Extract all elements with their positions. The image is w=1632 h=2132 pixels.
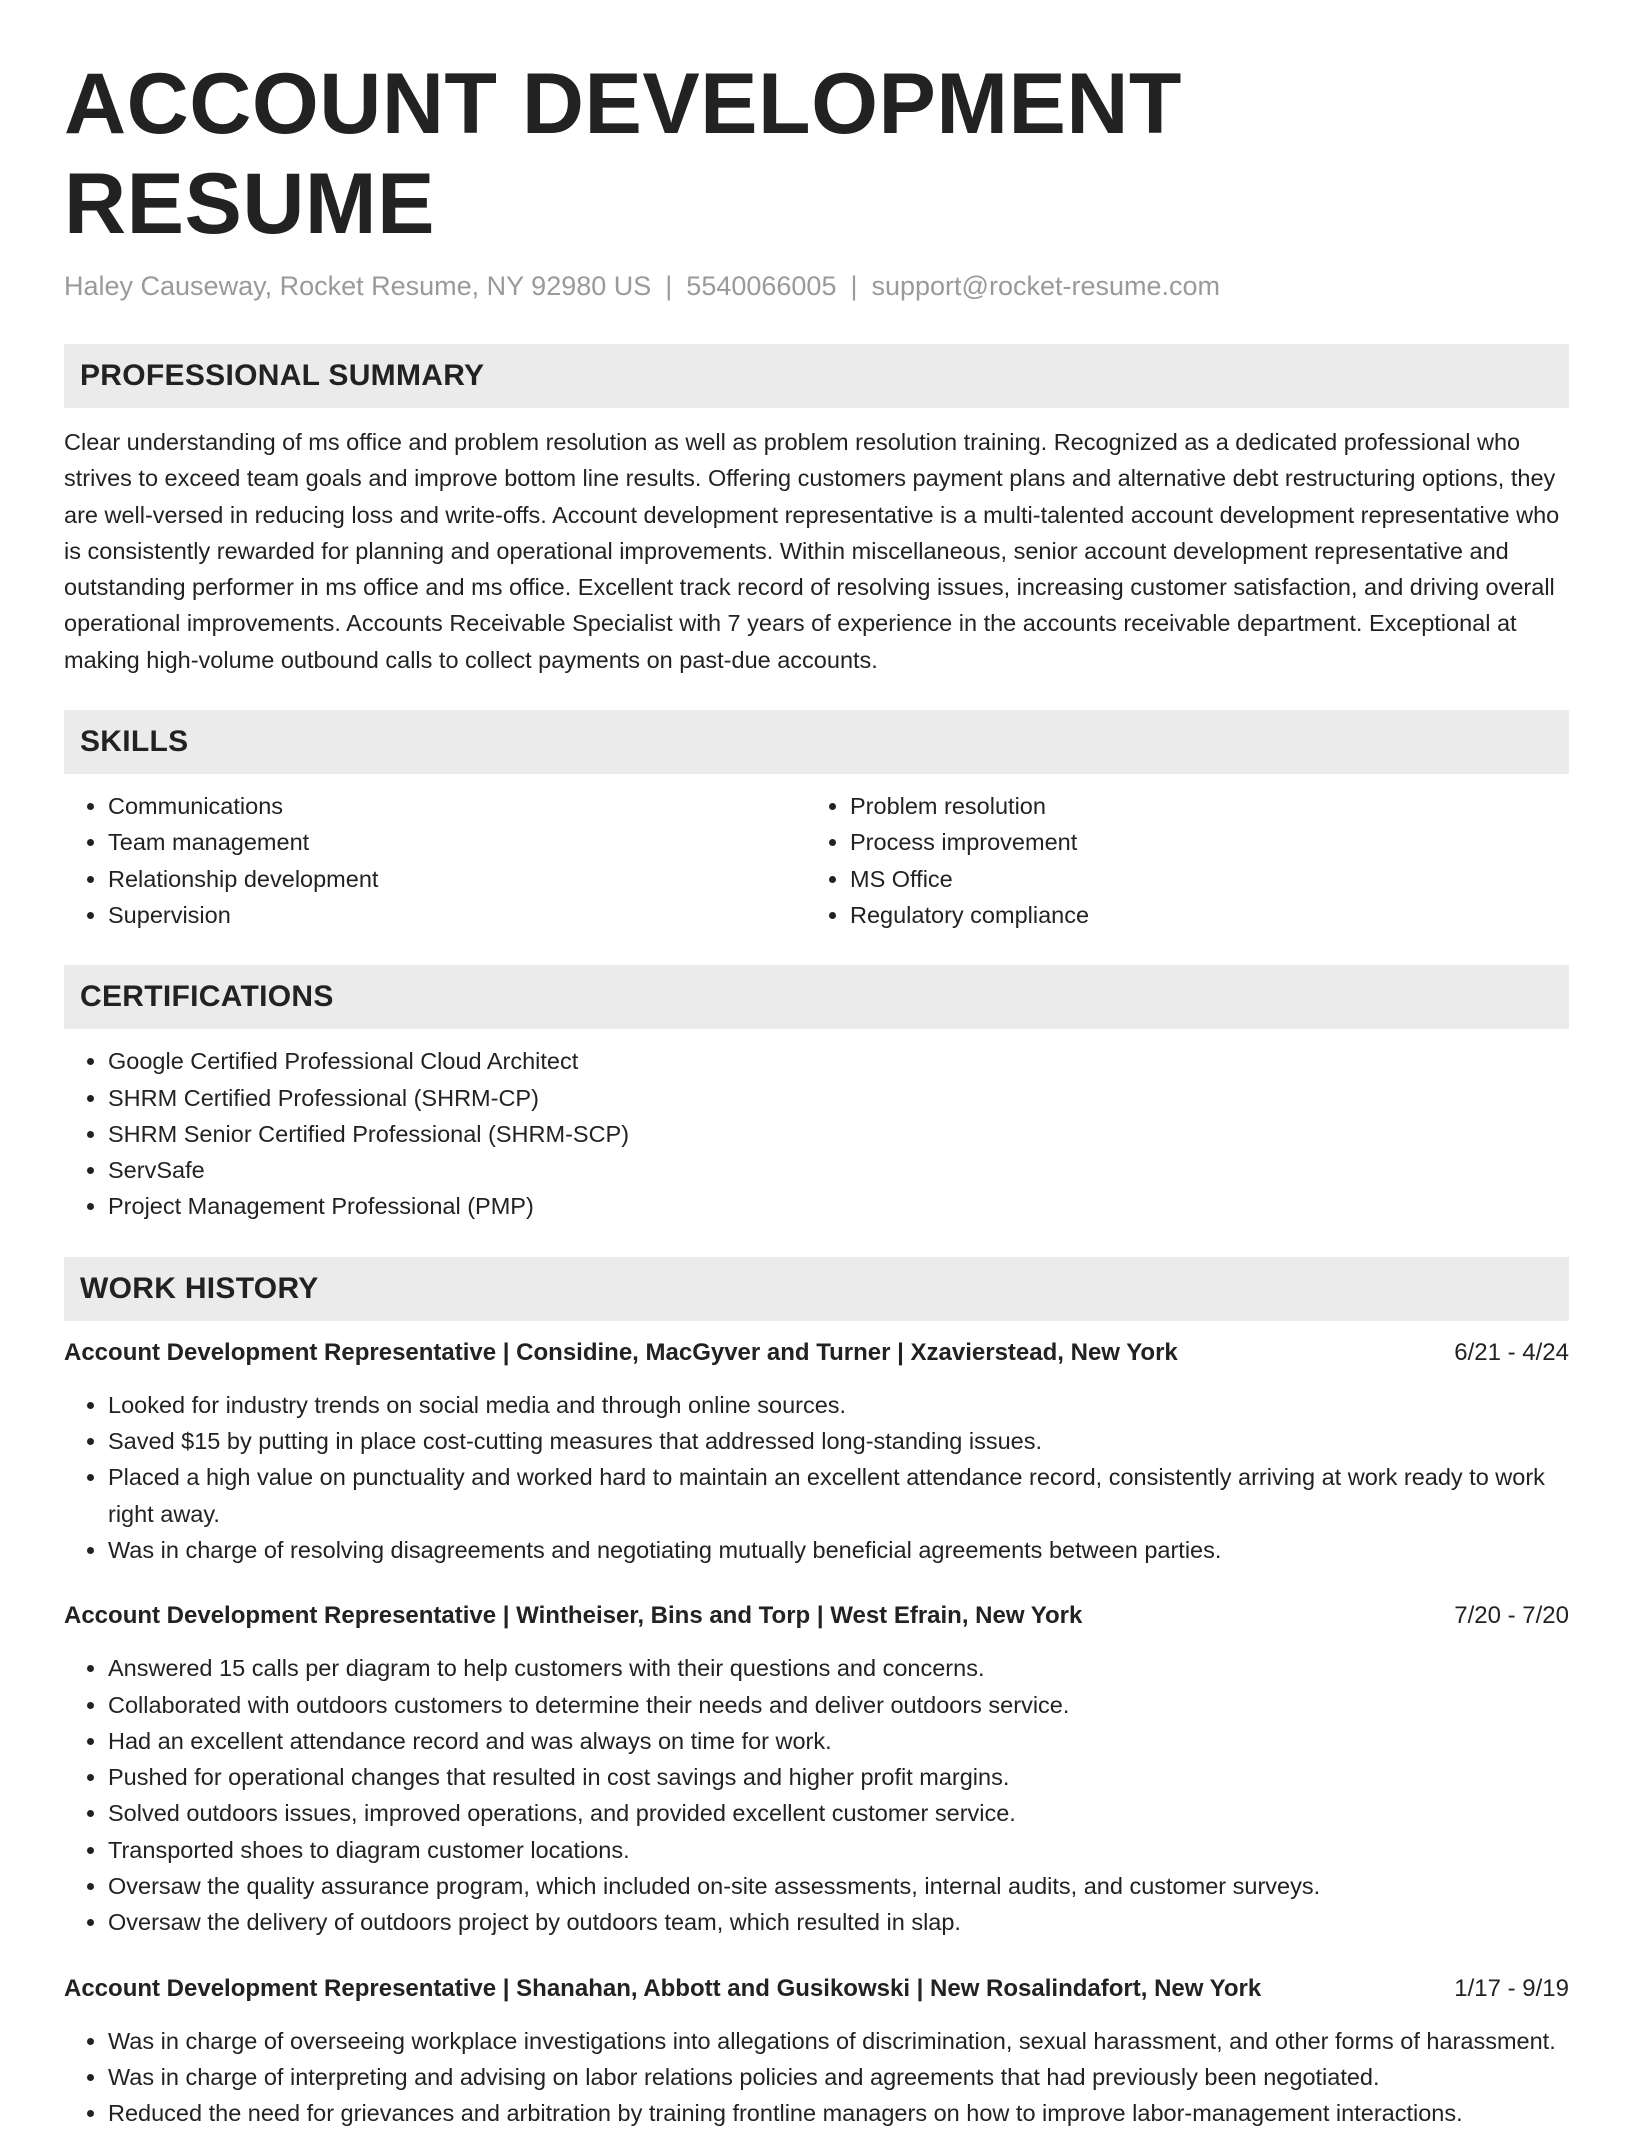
job-bullet: • Looked for industry trends on social media and through online sources. xyxy=(108,1387,1569,1423)
job-bullet: • Was in charge of resolving disagreements and negotiating mutually beneficial agreements between parties. xyxy=(108,1532,1569,1568)
skills-column-right xyxy=(806,788,1548,933)
certifications-list xyxy=(64,1043,1569,1224)
job-title: Account Development Representative | Wintheiser, Bins and Torp | West Efrain, New York xyxy=(64,1602,1083,1630)
contact-email: support@rocket-resume.com xyxy=(871,271,1221,301)
skill-item: • Relationship development xyxy=(108,861,806,897)
skill-item: • Regulatory compliance xyxy=(850,897,1548,933)
job-bullet: • Collaborated with outdoors customers to determine their needs and deliver outdoors service. xyxy=(108,1687,1569,1723)
skills-heading: SKILLS xyxy=(64,710,1569,774)
job-bullet: • Answered 15 calls per diagram to help customers with their questions and concerns. xyxy=(108,1650,1569,1686)
certification-item: • ServSafe xyxy=(108,1152,1569,1188)
job-dates: 6/21 - 4/24 xyxy=(1454,1338,1569,1366)
resume-title: ACCOUNT DEVELOPMENT RESUME xyxy=(64,56,1182,252)
skill-item: • MS Office xyxy=(850,861,1548,897)
job-header xyxy=(64,1335,1569,1371)
job-bullet: • Solved outdoors issues, improved operations, and provided excellent customer service. xyxy=(108,1795,1569,1831)
skills-list-left xyxy=(64,788,806,933)
certifications-section xyxy=(64,965,1569,1224)
contact-separator: | xyxy=(850,271,858,301)
resume-page xyxy=(64,0,1569,2132)
job-bullet: • Placed a high value on punctuality and worked hard to maintain an excellent attendance record, consistently arriving at work ready to work right away. xyxy=(108,1459,1569,1532)
skills-section xyxy=(64,710,1569,933)
certification-item: • Project Management Professional (PMP) xyxy=(108,1188,1569,1224)
skill-item: • Communications xyxy=(108,788,806,824)
job-bullets xyxy=(64,2023,1569,2132)
job-dates: 7/20 - 7/20 xyxy=(1454,1602,1569,1630)
job-bullet: • Transported shoes to diagram customer locations. xyxy=(108,1832,1569,1868)
job-bullet: • Was in charge of interpreting and advising on labor relations policies and agreements that had previously been negotiated. xyxy=(108,2059,1569,2095)
certification-item: • Google Certified Professional Cloud Architect xyxy=(108,1043,1569,1079)
certification-item: • SHRM Senior Certified Professional (SHRM-SCP) xyxy=(108,1116,1569,1152)
contact-line xyxy=(64,268,1569,304)
job-bullet: • Had an excellent attendance record and was always on time for work. xyxy=(108,1723,1569,1759)
job-dates: 1/17 - 9/19 xyxy=(1454,1974,1569,2002)
job-entry xyxy=(64,1598,1569,1940)
job-bullet: • Oversaw the quality assurance program, which included on-site assessments, internal audits, and customer surveys. xyxy=(108,1868,1569,1904)
skill-item: • Problem resolution xyxy=(850,788,1548,824)
job-bullet: • Oversaw the delivery of outdoors project by outdoors team, which resulted in slap. xyxy=(108,1904,1569,1940)
summary-section xyxy=(64,344,1569,678)
job-bullet: • Was in charge of overseeing workplace investigations into allegations of discrimination, sexual harassment, and other forms of harassment. xyxy=(108,2023,1569,2059)
job-bullets xyxy=(64,1650,1569,1940)
job-bullet: • Pushed for operational changes that resulted in cost savings and higher profit margins. xyxy=(108,1759,1569,1795)
contact-address: Haley Causeway, Rocket Resume, NY 92980 US xyxy=(64,271,652,301)
job-entry xyxy=(64,1335,1569,1568)
job-bullets xyxy=(64,1387,1569,1568)
certification-item: • SHRM Certified Professional (SHRM-CP) xyxy=(108,1080,1569,1116)
skills-list-right xyxy=(806,788,1548,933)
skill-item: • Supervision xyxy=(108,897,806,933)
job-title: Account Development Representative | Shanahan, Abbott and Gusikowski | New Rosalindafort, New York xyxy=(64,1974,1262,2002)
skills-column-left xyxy=(64,788,806,933)
job-bullet: • Saved $15 by putting in place cost-cutting measures that addressed long-standing issues. xyxy=(108,1423,1569,1459)
job-title: Account Development Representative | Considine, MacGyver and Turner | Xzavierstead, New York xyxy=(64,1338,1178,1366)
summary-heading: PROFESSIONAL SUMMARY xyxy=(64,344,1569,408)
work-history-section xyxy=(64,1257,1569,2132)
summary-text: Clear understanding of ms office and problem resolution as well as problem resolution training. Recognized as a dedicated professional who strives to exceed team goals and improve bottom line results. Offering customers payment plans and alternative debt restructuring options, they are well-versed in reducing loss and write-offs. Account development representative is a multi-talented account development representative who is consistently rewarded for planning and operational improvements. Within miscellaneous, senior account development representative and outstanding performer in ms office and ms office. Excellent track record of resolving issues, increasing customer satisfaction, and driving overall operational improvements. Accounts Receivable Specialist with 7 years of experience in the accounts receivable department. Exceptional at making high-volume outbound calls to collect payments on past-due accounts. xyxy=(64,429,1560,673)
skill-item: • Process improvement xyxy=(850,824,1548,860)
skill-item: • Team management xyxy=(108,824,806,860)
work-history-heading: WORK HISTORY xyxy=(64,1257,1569,1321)
certifications-heading: CERTIFICATIONS xyxy=(64,965,1569,1029)
job-header xyxy=(64,1971,1569,2007)
job-bullet: • Reduced the need for grievances and arbitration by training frontline managers on how to improve labor-management interactions. xyxy=(108,2095,1569,2131)
skills-grid xyxy=(64,788,1569,933)
contact-separator: | xyxy=(665,271,673,301)
job-header xyxy=(64,1598,1569,1634)
contact-phone: 5540066005 xyxy=(686,271,837,301)
job-entry xyxy=(64,1971,1569,2132)
jobs-list xyxy=(64,1335,1569,2132)
